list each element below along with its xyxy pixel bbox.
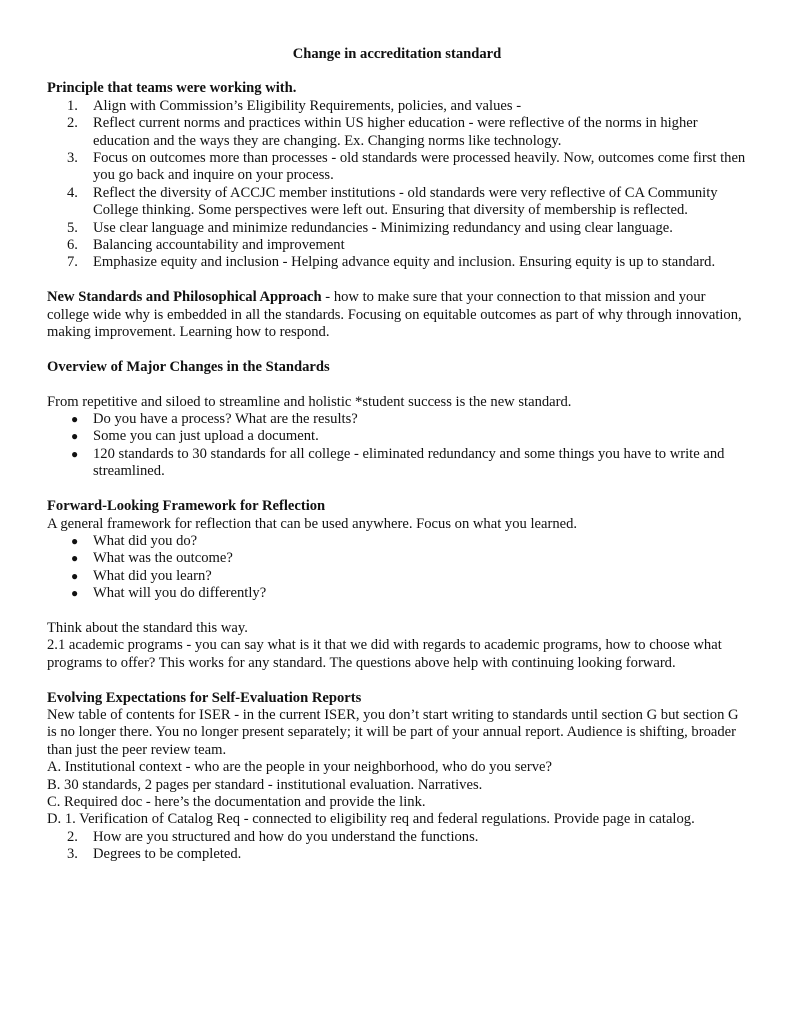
bullet-icon: ● — [71, 551, 79, 566]
list-item-text: Use clear language and minimize redundancies - Minimizing redundancy and using clear language. — [93, 219, 673, 236]
document-page — [47, 46, 747, 864]
list-number: 4. — [67, 184, 78, 201]
list-number: 7. — [67, 254, 78, 271]
principles-list — [47, 98, 747, 272]
list-item — [47, 150, 747, 185]
list-number: 2. — [67, 115, 78, 132]
list-item-text: What did you do? — [93, 532, 198, 549]
spacer — [47, 603, 747, 620]
list-item-text: What will you do differently? — [93, 585, 267, 602]
think-paragraph: 2.1 academic programs - you can say what is it that we did with regards to academic programs, how to choose what programs to offer? This works for any standard. The questions above help with continuing looking forward. — [47, 637, 722, 671]
evolving-heading: Evolving Expectations for Self-Evaluation Reports — [47, 689, 362, 706]
principles-heading: Principle that teams were working with. — [47, 80, 297, 97]
list-item-text: Reflect the diversity of ACCJC member institutions - old standards were very reflective of CA Community College thinking. Some perspectives were left out. Ensuring that diversity of membership is reflected. — [93, 184, 718, 219]
list-number: 5. — [67, 219, 78, 236]
bullet-icon: ● — [71, 586, 79, 601]
list-item-text: Align with Commission’s Eligibility Requirements, policies, and values - — [93, 97, 522, 114]
overview-heading: Overview of Major Changes in the Standards — [47, 358, 330, 375]
document-title: Change in accreditation standard — [292, 46, 502, 62]
list-item — [47, 220, 747, 237]
bullet-icon: ● — [71, 429, 79, 444]
list-item — [47, 115, 747, 150]
bullet-icon: ● — [71, 568, 79, 583]
evolving-line-c: C. Required doc - here’s the documentation and provide the link. — [47, 793, 426, 810]
list-number: 6. — [67, 237, 78, 254]
list-number: 1. — [67, 97, 78, 114]
new-standards-text: - how to make sure that your connection to that mission and your college wide why is embedded in all the standards. Focusing on equitable outcomes as part of why through innovation, making improvement. Learning how to respond. — [47, 289, 742, 341]
list-item — [47, 846, 747, 863]
list-item-text: Focus on outcomes more than processes - old standards were processed heavily. Now, outcomes come first then you go back and inquire on your process. — [93, 150, 746, 184]
spacer — [47, 481, 747, 498]
list-item-text: Reflect current norms and practices within US higher education - were reflective of the norms in higher education and the ways they are changing. Ex. Changing norms like technology. — [93, 115, 698, 149]
bullet-icon: ● — [71, 412, 79, 427]
list-item — [47, 550, 747, 567]
spacer — [47, 376, 747, 393]
bullet-icon: ● — [71, 533, 79, 548]
list-item — [47, 237, 747, 254]
overview-intro: From repetitive and siloed to streamline and holistic *student success is the new standard. — [47, 393, 572, 410]
framework-heading: Forward-Looking Framework for Reflection — [47, 498, 326, 515]
spacer — [47, 672, 747, 689]
list-item-text: Some you can just upload a document. — [93, 428, 319, 445]
evolving-line-a: A. Institutional context - who are the people in your neighborhood, who do you serve? — [47, 759, 552, 776]
list-item-text: How are you structured and how do you understand the functions. — [93, 828, 479, 845]
list-number: 3. — [67, 846, 78, 863]
list-item — [47, 568, 747, 585]
list-item-text: What was the outcome? — [93, 550, 233, 567]
list-number: 2. — [67, 828, 78, 845]
think-line: Think about the standard this way. — [47, 619, 248, 636]
new-standards-heading: New Standards and Philosophical Approach — [47, 289, 322, 306]
framework-intro: A general framework for reflection that can be used anywhere. Focus on what you learned. — [47, 515, 578, 532]
new-standards-paragraph — [47, 289, 747, 341]
list-item-text: Do you have a process? What are the results? — [93, 411, 358, 428]
overview-bullets — [47, 411, 747, 481]
list-item-text: What did you learn? — [93, 567, 212, 584]
list-item — [47, 446, 747, 481]
list-item — [47, 428, 747, 445]
list-item — [47, 533, 747, 550]
list-item — [47, 254, 747, 271]
list-item-text: Balancing accountability and improvement — [93, 237, 345, 254]
evolving-line-d: D. 1. Verification of Catalog Req - connected to eligibility req and federal regulations. Provide page in catalog. — [47, 811, 695, 828]
evolving-line-b: B. 30 standards, 2 pages per standard - institutional evaluation. Narratives. — [47, 776, 483, 793]
spacer — [47, 341, 747, 358]
list-item-text: Degrees to be completed. — [93, 846, 242, 863]
list-item-text: Emphasize equity and inclusion - Helping advance equity and inclusion. Ensuring equity is up to standard. — [93, 254, 716, 271]
list-item — [47, 411, 747, 428]
framework-bullets — [47, 533, 747, 603]
evolving-intro: New table of contents for ISER - in the current ISER, you don’t start writing to standards until section G but section G is no longer there. You no longer present separately; it will be part of your annual report. Audience is shifting, broader than just the peer review team. — [47, 706, 739, 758]
list-item-text: 120 standards to 30 standards for all college - eliminated redundancy and some things you have to write and streamlined. — [93, 445, 725, 480]
list-item — [47, 585, 747, 602]
list-item — [47, 185, 747, 220]
list-item — [47, 98, 747, 115]
spacer — [47, 272, 747, 289]
evolving-sub-list — [47, 829, 747, 864]
list-item — [47, 829, 747, 846]
list-number: 3. — [67, 150, 78, 167]
bullet-icon: ● — [71, 446, 79, 461]
